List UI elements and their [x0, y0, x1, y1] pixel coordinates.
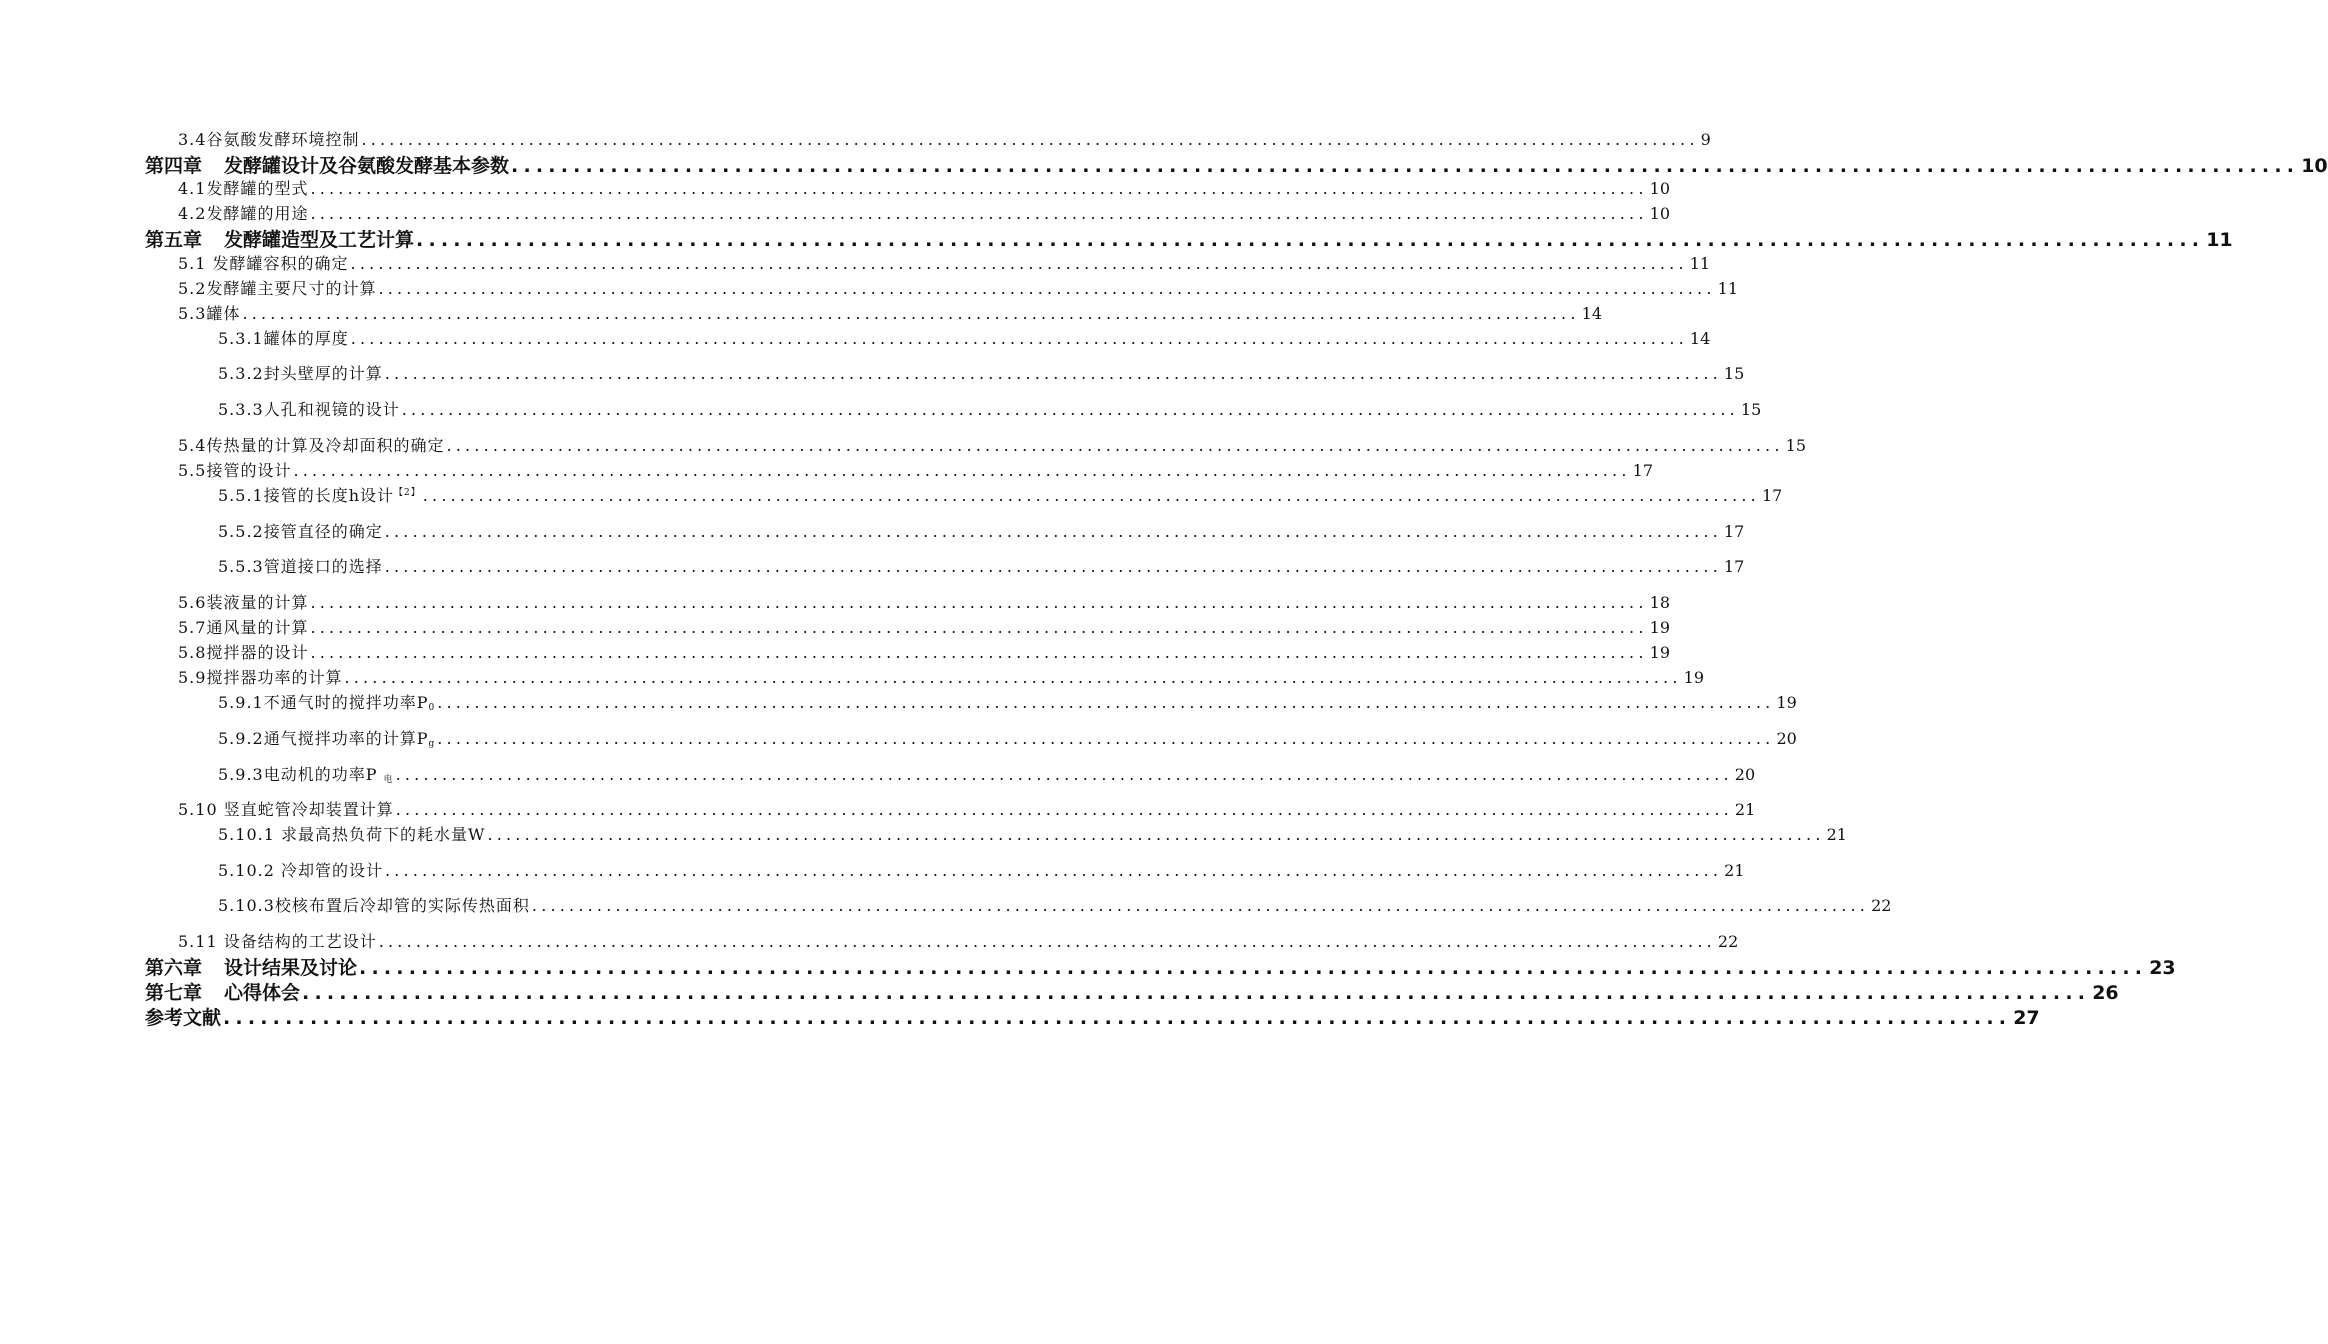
toc-entry[interactable]: [178, 176, 1670, 199]
toc-leader-dots: ................................................................................................................................................: [302, 982, 2091, 1004]
toc-page-number: 27: [2013, 1007, 2040, 1029]
subscript: 电: [383, 775, 394, 785]
toc-subentry[interactable]: [218, 726, 1797, 749]
toc-page-number: 15: [1785, 436, 1806, 455]
toc-entry-title: 参考文献: [145, 1007, 222, 1029]
toc-entry-title: 5.3.3人孔和视镜的设计: [218, 400, 400, 419]
toc-subentry[interactable]: [218, 893, 1892, 916]
toc-chapter-entry[interactable]: [145, 953, 2176, 980]
toc-chapter-name: 发酵罐造型及工艺计算: [224, 229, 415, 251]
toc-entry-title: 5.3罐体: [178, 304, 241, 323]
toc-subentry[interactable]: [218, 822, 1847, 845]
toc-leader-dots: ................................................................................................................................................: [384, 861, 1723, 880]
toc-entry-title: 5.10.2 冷却管的设计: [218, 861, 383, 880]
toc-leader-dots: ................................................................................................................................................: [310, 204, 1648, 223]
toc-entry-title: 5.11 设备结构的工艺设计: [178, 932, 377, 951]
toc-leader-dots: ................................................................................................................................................: [416, 229, 2205, 251]
toc-entry[interactable]: [178, 433, 1806, 456]
toc-page-number: 17: [1761, 486, 1783, 505]
toc-chapter-name: 设计结果及讨论: [224, 957, 358, 979]
toc-chapter-name: 发酵罐设计及谷氨酸发酵基本参数: [224, 155, 510, 177]
toc-page-number: 20: [1776, 729, 1797, 748]
toc-leader-dots: ................................................................................................................................................: [384, 364, 1722, 383]
toc-chapter-number: 第四章: [145, 155, 203, 177]
toc-page-number: 17: [1632, 461, 1653, 480]
toc-leader-dots: ................................................................................................................................................: [437, 693, 1775, 712]
toc-leader-dots: ................................................................................................................................................: [350, 329, 1688, 348]
toc-page-number: 9: [1700, 130, 1711, 149]
toc-entry[interactable]: [178, 301, 1602, 324]
toc-entry-text: 5.9.3电动机的功率P: [218, 765, 384, 784]
toc-chapter-entry[interactable]: [145, 151, 2328, 178]
toc-leader-dots: ................................................................................................................................................: [401, 400, 1739, 419]
toc-leader-dots: ................................................................................................................................................: [395, 765, 1733, 784]
toc-entry[interactable]: [178, 665, 1704, 688]
toc-entry-title: 5.3.2封头壁厚的计算: [218, 364, 383, 383]
toc-page-number: 19: [1649, 618, 1670, 637]
toc-page-number: 11: [1717, 279, 1738, 298]
toc-page-number: 20: [1734, 765, 1756, 784]
toc-page-number: 19: [1776, 693, 1797, 712]
toc-page-number: 15: [1740, 400, 1762, 419]
toc-entry[interactable]: [178, 201, 1670, 224]
toc-entry-title: 5.6装液量的计算: [178, 593, 309, 612]
toc-entry[interactable]: [178, 615, 1670, 638]
toc-chapter-title: [145, 225, 414, 252]
toc-entry-text: 5.9.1不通气时的搅拌功率P: [218, 693, 429, 712]
toc-entry[interactable]: [178, 251, 1711, 274]
toc-leader-dots: ................................................................................................................................................: [384, 557, 1722, 576]
toc-page-number: 21: [1826, 825, 1847, 844]
toc-entry-title: 5.10.1 求最高热负荷下的耗水量W: [218, 825, 486, 844]
toc-entry-title: [218, 690, 435, 713]
toc-entry[interactable]: [178, 276, 1738, 299]
toc-subentry[interactable]: [218, 361, 1745, 384]
toc-leader-dots: ................................................................................................................................................: [310, 593, 1648, 612]
toc-leader-dots: ................................................................................................................................................: [378, 279, 1716, 298]
toc-page-number: 22: [1871, 896, 1892, 915]
toc-page-number: 10: [1649, 179, 1670, 198]
toc-subentry[interactable]: [218, 519, 1745, 542]
toc-leader-dots: ................................................................................................................................................: [310, 643, 1648, 662]
toc-subentry[interactable]: [218, 554, 1745, 577]
toc-entry-title: 4.1发酵罐的型式: [178, 179, 309, 198]
subscript: 0: [428, 703, 436, 713]
toc-subentry[interactable]: [218, 483, 1783, 506]
toc-entry[interactable]: [178, 127, 1711, 150]
toc-chapter-entry[interactable]: [145, 978, 2119, 1005]
toc-leader-dots: ................................................................................................................................................: [359, 957, 2148, 979]
toc-entry[interactable]: [178, 640, 1670, 663]
toc-page-number: 22: [1717, 932, 1739, 951]
toc-entry[interactable]: [178, 458, 1653, 481]
toc-entry-text: 5.5.1接管的长度h设计: [218, 486, 395, 505]
toc-leader-dots: ................................................................................................................................................: [531, 896, 1870, 915]
toc-subentry[interactable]: [218, 690, 1797, 713]
toc-entry-title: 5.3.1罐体的厚度: [218, 329, 349, 348]
toc-leader-dots: ................................................................................................................................................: [344, 668, 1682, 687]
toc-page-number: 11: [1689, 254, 1711, 273]
toc-page-number: 21: [1734, 800, 1756, 819]
toc-entry-title: 3.4谷氨酸发酵环境控制: [178, 130, 360, 149]
toc-page-number: 26: [2092, 982, 2119, 1004]
toc-entry[interactable]: [178, 797, 1756, 820]
toc-leader-dots: ................................................................................................................................................: [361, 130, 1699, 149]
toc-entry-title: 5.5接管的设计: [178, 461, 292, 480]
toc-leader-dots: ................................................................................................................................................: [293, 461, 1631, 480]
toc-chapter-title: [145, 151, 509, 178]
toc-page-number: 18: [1649, 593, 1670, 612]
toc-leader-dots: ................................................................................................................................................: [422, 486, 1760, 505]
toc-page-number: 10: [2301, 155, 2328, 177]
toc-chapter-number: 第七章: [145, 982, 203, 1004]
toc-chapter-number: 第六章: [145, 957, 203, 979]
toc-page-number: 11: [2206, 229, 2233, 251]
toc-page-number: 19: [1683, 668, 1704, 687]
toc-leader-dots: ................................................................................................................................................: [350, 254, 1688, 273]
toc-leader-dots: ................................................................................................................................................: [242, 304, 1580, 323]
toc-chapter-name: 心得体会: [224, 982, 301, 1004]
toc-entry-title: 5.10 竖直蛇管冷却装置计算: [178, 800, 394, 819]
toc-entry-title: [218, 726, 435, 749]
toc-leader-dots: ................................................................................................................................................: [487, 825, 1825, 844]
toc-references-entry[interactable]: [145, 1003, 2040, 1030]
toc-entry-title: [218, 483, 421, 506]
toc-subentry[interactable]: [218, 326, 1711, 349]
toc-chapter-title: [145, 953, 357, 980]
toc-page-number: 14: [1689, 329, 1711, 348]
toc-entry-title: 5.1 发酵罐容积的确定: [178, 254, 349, 273]
toc-chapter-number: 第五章: [145, 229, 203, 251]
toc-leader-dots: ................................................................................................................................................: [310, 618, 1648, 637]
toc-entry-title: 5.4传热量的计算及冷却面积的确定: [178, 436, 445, 455]
toc-leader-dots: ................................................................................................................................................: [446, 436, 1784, 455]
toc-entry-title: 4.2发酵罐的用途: [178, 204, 309, 223]
toc-chapter-title: [145, 978, 300, 1005]
toc-page-number: 14: [1581, 304, 1602, 323]
toc-page-number: 10: [1649, 204, 1670, 223]
toc-entry-text: 5.9.2通气搅拌功率的计算P: [218, 729, 429, 748]
toc-leader-dots: ................................................................................................................................................: [223, 1007, 2012, 1029]
toc-page-number: 19: [1649, 643, 1670, 662]
toc-leader-dots: ................................................................................................................................................: [378, 932, 1716, 951]
toc-page-number: 15: [1723, 364, 1745, 383]
toc-entry-title: [218, 762, 394, 785]
toc-subentry[interactable]: [218, 762, 1756, 785]
toc-entry-title: 5.8搅拌器的设计: [178, 643, 309, 662]
subscript: g: [428, 739, 436, 749]
toc-leader-dots: ................................................................................................................................................: [310, 179, 1648, 198]
toc-leader-dots: ................................................................................................................................................: [395, 800, 1733, 819]
toc-entry-title: 5.9搅拌器功率的计算: [178, 668, 343, 687]
toc-entry-title: 5.5.3管道接口的选择: [218, 557, 383, 576]
toc-subentry[interactable]: [218, 397, 1762, 420]
toc-entry[interactable]: [178, 590, 1670, 613]
toc-leader-dots: ................................................................................................................................................: [511, 155, 2300, 177]
toc-page-number: 21: [1724, 861, 1745, 880]
toc-entry-title: 5.5.2接管直径的确定: [218, 522, 383, 541]
toc-leader-dots: ................................................................................................................................................: [384, 522, 1722, 541]
toc-entry-title: 5.10.3校核布置后冷却管的实际传热面积: [218, 896, 530, 915]
toc-entry-title: 5.7通风量的计算: [178, 618, 309, 637]
toc-leader-dots: ................................................................................................................................................: [437, 729, 1775, 748]
toc-page-number: 17: [1723, 557, 1745, 576]
toc-page-number: 23: [2149, 957, 2176, 979]
toc-subentry[interactable]: [218, 858, 1745, 881]
toc-chapter-entry[interactable]: [145, 225, 2233, 252]
toc-page-number: 17: [1723, 522, 1745, 541]
citation-reference: 【2】: [394, 488, 421, 498]
toc-entry[interactable]: [178, 929, 1739, 952]
toc-entry-title: 5.2发酵罐主要尺寸的计算: [178, 279, 377, 298]
